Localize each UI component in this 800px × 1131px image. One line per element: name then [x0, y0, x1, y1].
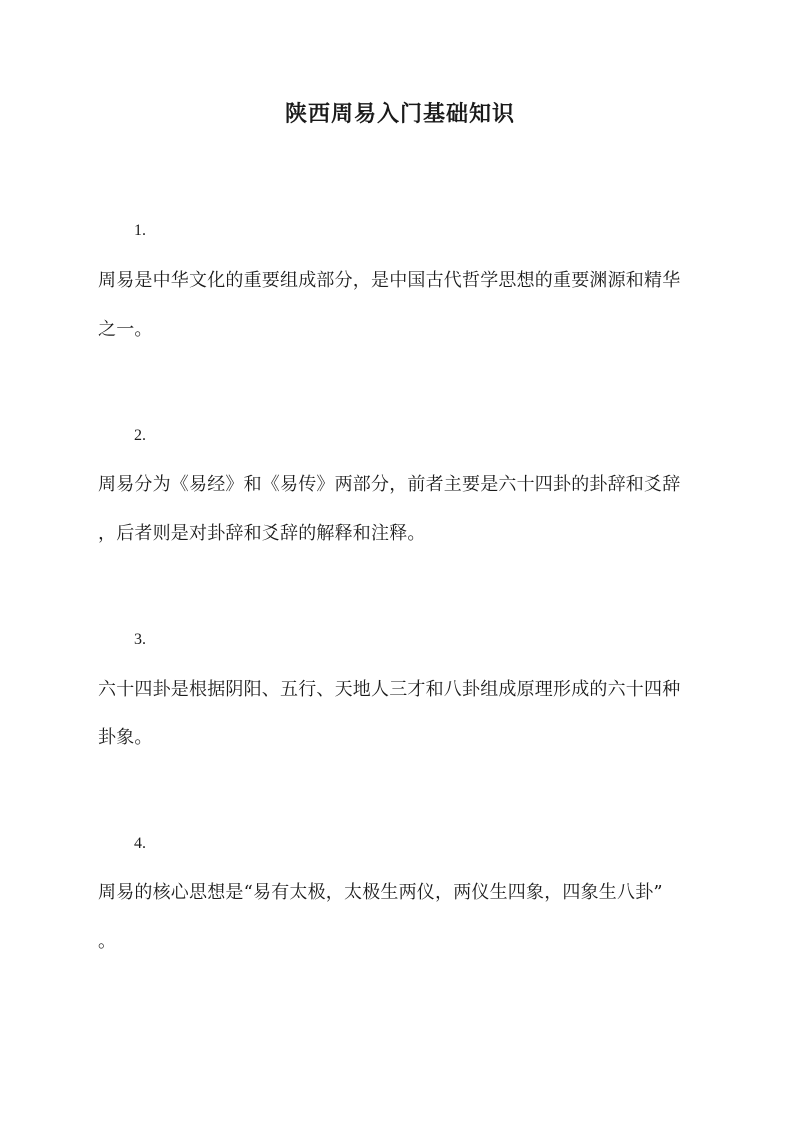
item-number: 2.	[134, 427, 146, 444]
item-number: 4.	[134, 835, 146, 852]
item-text-line: 之一。	[98, 319, 153, 340]
item-text-line: 周易是中华文化的重要组成部分，是中国古代哲学思想的重要渊源和精华	[98, 270, 681, 291]
item-text-line: 卦象。	[98, 727, 153, 748]
item-text-line: 周易的核心思想是“易有太极，太极生两仪，两仪生四象，四象生八卦”	[98, 882, 663, 903]
item-text-line: 。	[98, 931, 117, 952]
item-text-line: ，后者则是对卦辞和爻辞的解释和注释。	[98, 523, 426, 544]
item-number: 1.	[134, 222, 146, 239]
item-text-line: 周易分为《易经》和《易传》两部分，前者主要是六十四卦的卦辞和爻辞	[98, 474, 681, 495]
item-text-line: 六十四卦是根据阴阳、五行、天地人三才和八卦组成原理形成的六十四种	[98, 679, 681, 700]
document-title: 陕西周易入门基础知识	[284, 101, 515, 127]
item-number: 3.	[134, 631, 146, 648]
